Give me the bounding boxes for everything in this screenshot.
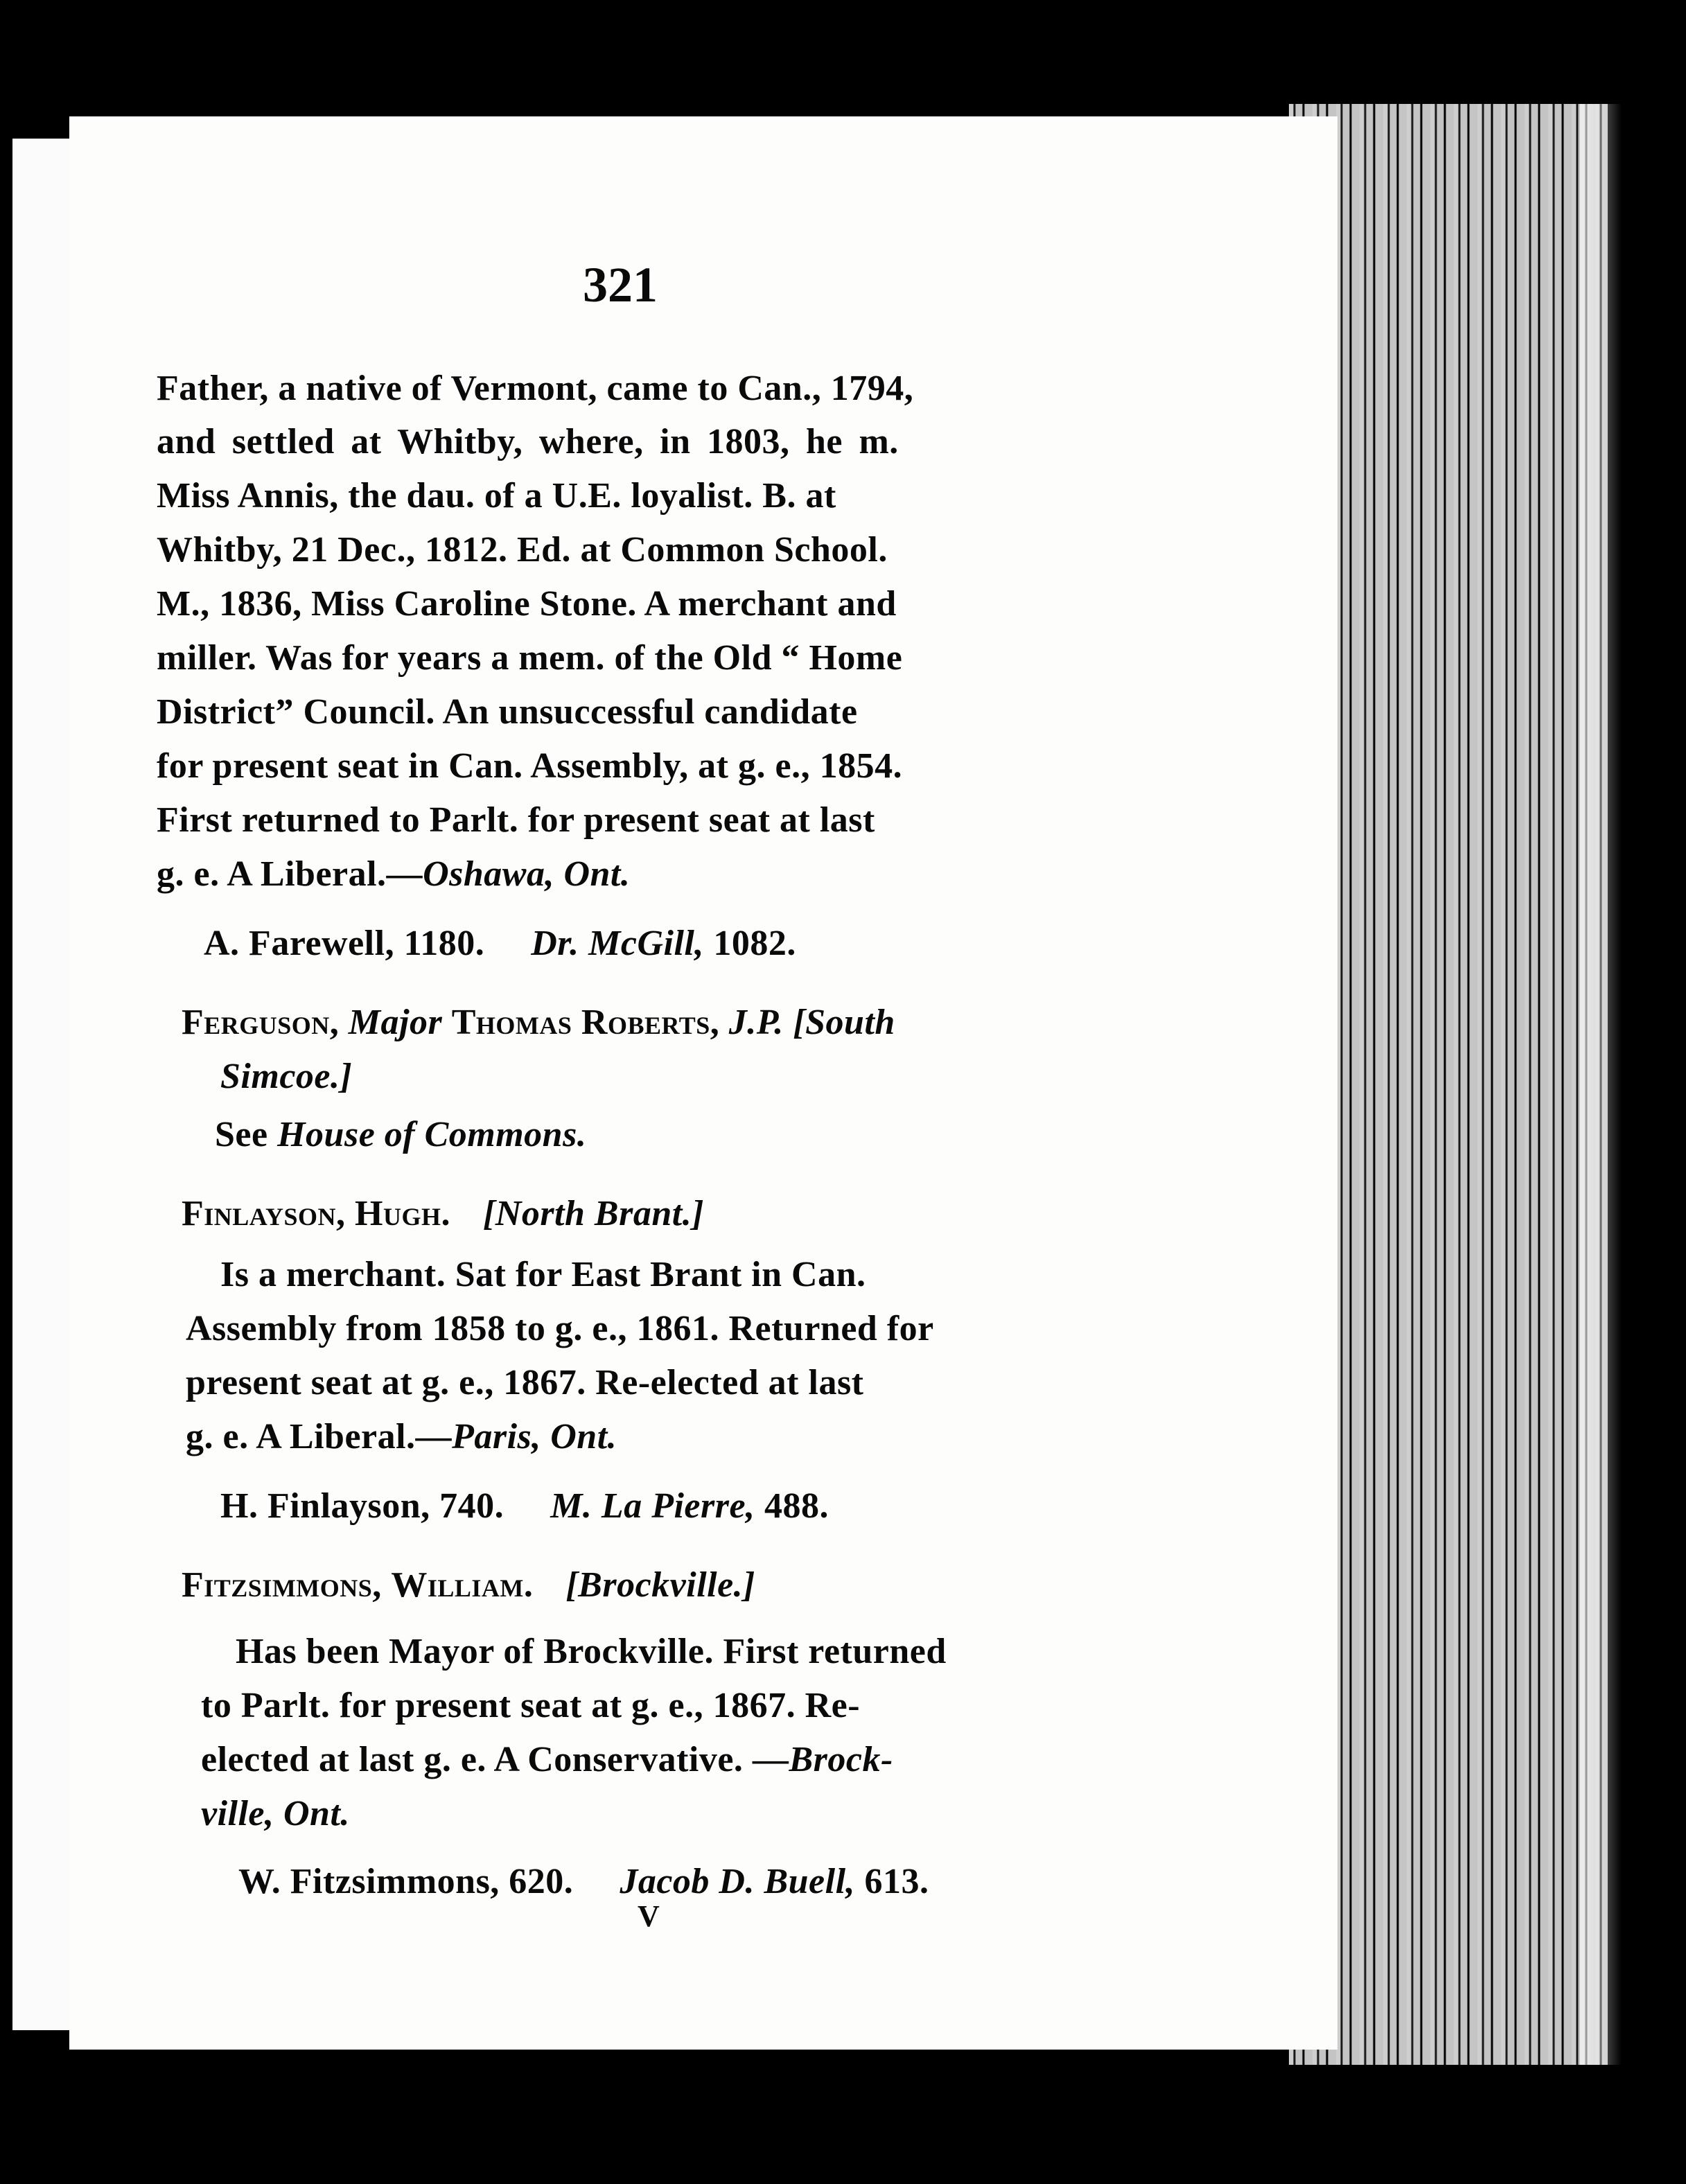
- left-page-margin: [12, 139, 69, 2030]
- given-names: Thomas Roberts,: [451, 1003, 720, 1042]
- text-line: [186, 1419, 617, 1455]
- opponent-votes: 613.: [864, 1862, 929, 1901]
- text-line: and settled at Whitby, where, in 1803, he m.: [157, 422, 899, 461]
- entry-heading: [182, 1005, 895, 1041]
- riding-continued: Simcoe.]: [220, 1057, 353, 1096]
- text-line: [157, 856, 630, 892]
- text-line: present seat at g. e., 1867. Re-elected at last: [186, 1363, 864, 1402]
- riding: [Brockville.]: [565, 1565, 755, 1605]
- opponent-votes: 1082.: [713, 924, 796, 963]
- opponent-name: Dr. McGill,: [531, 924, 704, 963]
- page-number: 321: [583, 257, 658, 312]
- winner-votes: A. Farewell, 1180.: [204, 924, 485, 963]
- text-line: Has been Mayor of Brockville. First returned: [236, 1632, 947, 1671]
- riding: [South: [793, 1003, 895, 1042]
- entry-heading: [182, 1196, 704, 1232]
- surname: Finlayson,: [182, 1194, 346, 1233]
- opponent-name: M. La Pierre,: [550, 1486, 755, 1526]
- title: Major: [348, 1003, 443, 1042]
- see-reference: [215, 1117, 586, 1153]
- text-line: Miss Annis, the dau. of a U.E. loyalist. B. at: [157, 476, 836, 516]
- text-line: [201, 1742, 893, 1778]
- text-line: Is a merchant. Sat for East Brant in Can.: [220, 1255, 866, 1294]
- surname: Ferguson,: [182, 1003, 340, 1042]
- given-names: Hugh.: [355, 1194, 450, 1233]
- place-of-residence: Brock-: [789, 1740, 893, 1779]
- riding: [North Brant.]: [482, 1194, 705, 1233]
- see-text: See: [215, 1115, 268, 1154]
- opponent-name: Jacob D. Buell,: [620, 1862, 856, 1901]
- given-names: William.: [391, 1565, 534, 1605]
- text-line: Father, a native of Vermont, came to Can., 1794,: [157, 369, 914, 408]
- place-of-residence: Paris, Ont.: [452, 1417, 617, 1456]
- suffix: J.P.: [728, 1003, 784, 1042]
- place-of-residence-continued: ville, Ont.: [201, 1794, 350, 1833]
- text-line: District” Council. An unsuccessful candidate: [157, 692, 858, 732]
- text-line: Whitby, 21 Dec., 1812. Ed. at Common School.: [157, 530, 888, 570]
- winner-votes: H. Finlayson, 740.: [220, 1486, 504, 1526]
- election-result: [220, 1488, 829, 1524]
- entry-heading: [182, 1567, 755, 1603]
- text-span: g. e. A Liberal.—: [186, 1417, 453, 1456]
- text-line: miller. Was for years a mem. of the Old “ Home: [157, 638, 903, 678]
- see-target: House of Commons.: [277, 1115, 587, 1154]
- text-line: to Parlt. for present seat at g. e., 1867. Re-: [201, 1686, 861, 1725]
- winner-votes: W. Fitzsimmons, 620.: [238, 1862, 574, 1901]
- place-of-residence: Oshawa, Ont.: [423, 854, 631, 894]
- election-result: [204, 926, 796, 962]
- opponent-votes: 488.: [764, 1486, 829, 1526]
- election-result: [238, 1864, 929, 1900]
- text-span: elected at last g. e. A Conservative. —: [201, 1740, 789, 1779]
- page-edge-shade: [1580, 104, 1622, 2065]
- text-line: M., 1836, Miss Caroline Stone. A merchant and: [157, 584, 897, 624]
- text-span: g. e. A Liberal.—: [157, 854, 423, 894]
- signature-mark: V: [638, 1899, 660, 1933]
- text-line: for present seat in Can. Assembly, at g. e., 1854.: [157, 746, 903, 786]
- text-line: Assembly from 1858 to g. e., 1861. Returned for: [186, 1309, 934, 1348]
- text-line: First returned to Parlt. for present seat at last: [157, 800, 875, 840]
- surname: Fitzsimmons,: [182, 1565, 382, 1605]
